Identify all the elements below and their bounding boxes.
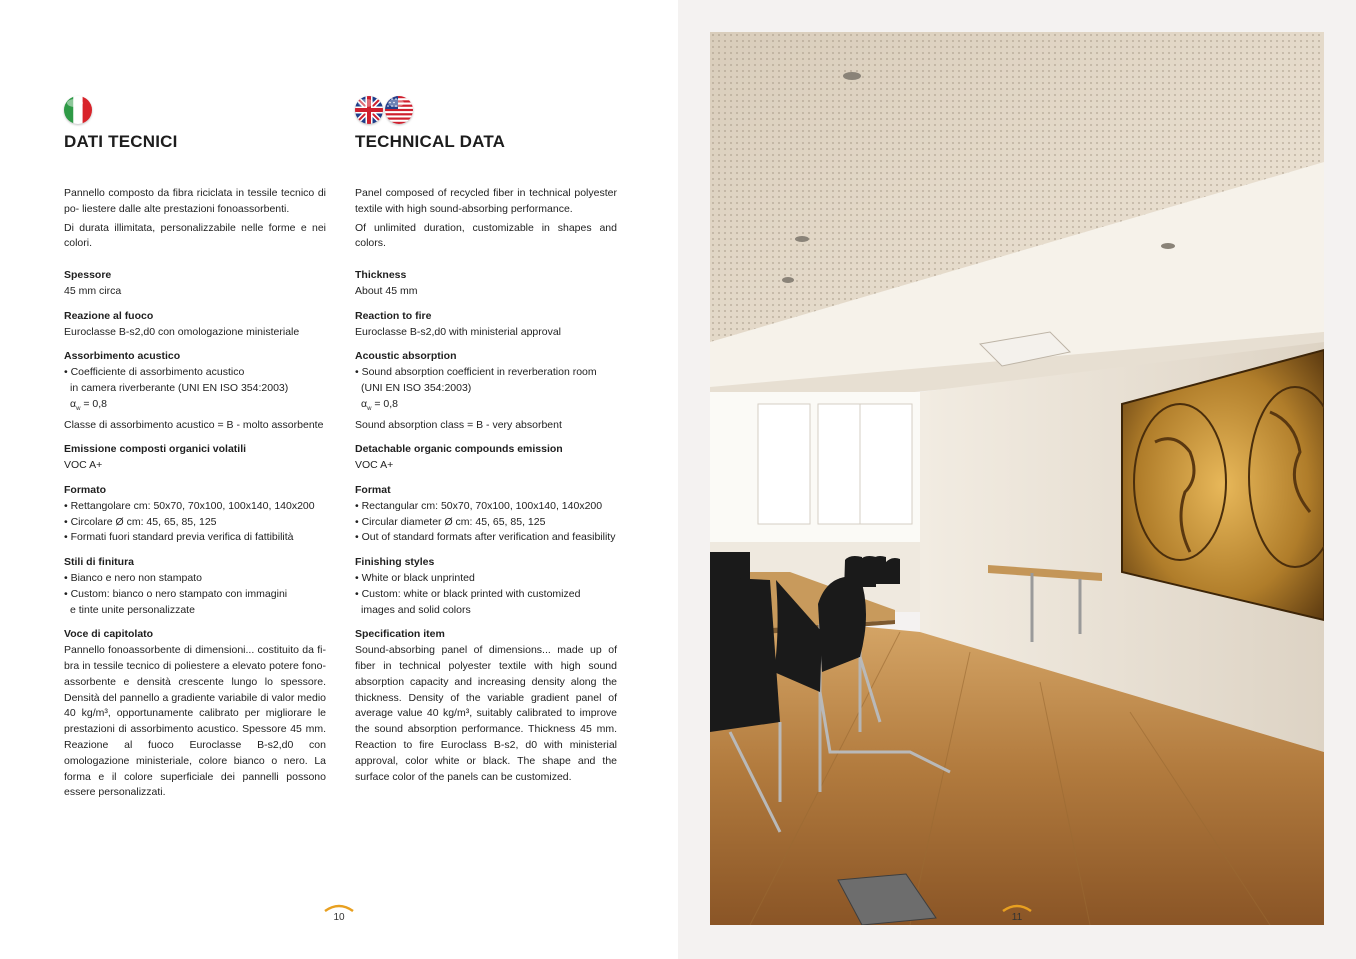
alpha-value: $\alpha_w = 0,8$ — [70, 397, 107, 412]
section-heading: Formato — [64, 484, 106, 497]
section-heading: Emissione composti organici volatili — [64, 443, 247, 456]
spec-voc-emission: Emissione composti organici volatili VOC A+ — [64, 442, 326, 474]
spec-thickness: Spessore 45 mm circa — [64, 268, 326, 300]
spec-specification-item: Specification item Sound-absorbing panel of dimensions... made up of fiber in technical polyester textile with high sound absorption capacity and increasing density along the thickness. Density of the variable gradient panel of average value 40 kg/m³, suitably calibrated to improve the sound absorption performance. Thickness 45 mm. Reaction to fire Euroclass B-s2, d0 with ministerial approval, color white or black. The shape and the surface color of the panels can be customized. — [355, 628, 617, 783]
intro-text: Panel composed of recycled fiber in technical polyester textile with high sound-absorbing performance. Of unlimited duration, customizable in shapes and colors. — [355, 187, 617, 250]
spec-acoustic-absorption: Acoustic absorption • Sound absorption coefficient in reverberation room (UNI EN ISO 354:2003) $\alpha_w = 0,8$ Sound absorption class = B - very absorbent — [355, 349, 617, 433]
section-heading: Detachable organic compounds emission — [355, 443, 563, 456]
intro-text: Pannello composto da fibra riciclata in tessile tecnico di po- liestere dalle alte prestazioni fonoassorbenti. Di durata illimitata, personalizzabile nelle forme e nei colori. — [64, 187, 326, 250]
section-heading: Stili di finitura — [64, 556, 134, 569]
section-heading: Reaction to fire — [355, 309, 432, 322]
section-heading: Assorbimento acustico — [64, 350, 181, 363]
section-heading: Finishing styles — [355, 556, 435, 569]
meeting-room-photo — [710, 32, 1324, 925]
section-heading: Specification item — [355, 628, 445, 641]
section-heading: Reazione al fuoco — [64, 309, 154, 322]
section-heading: Thickness — [355, 269, 407, 282]
spec-acoustic-absorption: Assorbimento acustico • Coefficiente di assorbimento acustico in camera riverberante (UNI EN ISO 354:2003) $\alpha_w = 0,8$ Classe di assorbimento acustico = B - molto assorbente — [64, 349, 326, 433]
spec-fire-reaction: Reaction to fire Euroclasse B-s2,d0 with ministerial approval — [355, 309, 617, 341]
spec-finishing-styles: Stili di finitura • Bianco e nero non stampato • Custom: bianco o nero stampato con immagini e tinte unite personalizzate — [64, 555, 326, 618]
section-heading: Acoustic absorption — [355, 350, 457, 363]
spec-fire-reaction: Reazione al fuoco Euroclasse B-s2,d0 con omologazione ministeriale — [64, 309, 326, 341]
spec-thickness: Thickness About 45 mm — [355, 268, 617, 300]
italy-flag-icon — [64, 96, 92, 124]
spec-finishing-styles: Finishing styles • White or black unprinted • Custom: white or black printed with customized images and solid colors — [355, 555, 617, 618]
english-column — [355, 96, 617, 785]
italian-column — [64, 96, 326, 801]
section-heading: Spessore — [64, 269, 112, 282]
spec-voc-emission: Detachable organic compounds emission VOC A+ — [355, 442, 617, 474]
section-heading: Voce di capitolato — [64, 628, 154, 641]
section-heading: Format — [355, 484, 391, 497]
page-arc-icon — [323, 904, 355, 912]
alpha-value: $\alpha_w = 0,8$ — [361, 397, 398, 412]
page-arc-icon — [1001, 904, 1033, 912]
uk-flag-icon — [355, 96, 383, 124]
page-title: DATI TECNICI — [64, 132, 178, 151]
us-flag-icon — [385, 96, 413, 124]
spec-specification-item: Voce di capitolato Pannello fonoassorbente di dimensioni... costituito da fi- bra in tessile tecnico di poliestere a elevato potere fono- assorbente e densità crescente lungo lo spessore. Densità del pannello a gradiente variabile di valor medio 40 kg/m³, opportunamente calibrato per migliorare le prestazioni di assorbimento acustico. Spessore 45 mm. Reazione al fuoco Euroclasse B-s2,d0 con omologazione ministeriale, colore bianco o nero. La forma e il colore superficiale dei pannelli possono essere personalizzati. — [64, 628, 326, 799]
page-number-left: 10 — [319, 904, 359, 923]
page-number-right: 11 — [997, 904, 1037, 923]
spec-format: Formato • Rettangolare cm: 50x70, 70x100, 100x140, 140x200 • Circolare Ø cm: 45, 65, 85, 125 • Formati fuori standard previa verifica di fattibilità — [64, 483, 326, 546]
page-title: TECHNICAL DATA — [355, 132, 506, 151]
spec-format: Format • Rectangular cm: 50x70, 70x100, 100x140, 140x200 • Circular diameter Ø cm: 45, 65, 85, 125 • Out of standard formats after verification and feasibility — [355, 484, 616, 544]
